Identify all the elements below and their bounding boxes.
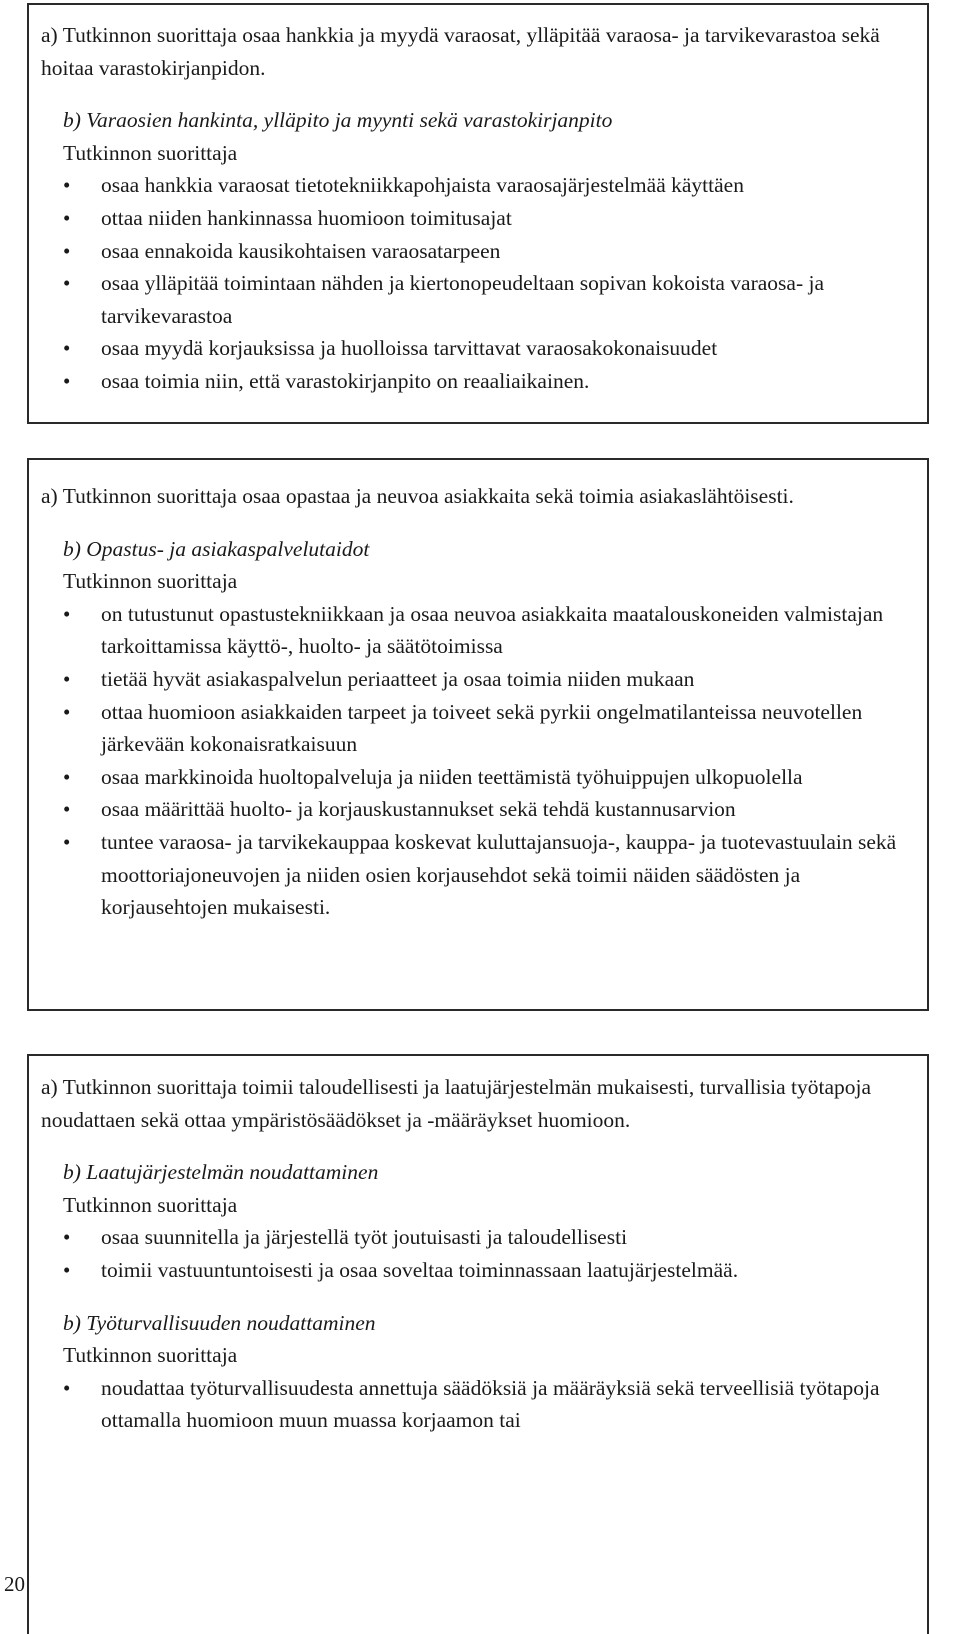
intro-paragraph: a) Tutkinnon suorittaja toimii taloudellisesti ja laatujärjestelmän mukaisesti, turvallisia työtapoja noudattaen sekä ottaa ympäristösäädökset ja -määräykset huomioon. bbox=[41, 1075, 871, 1132]
subsection-safety bbox=[41, 1307, 913, 1437]
list-item: • osaa toimia niin, että varastokirjanpito on reaaliaikainen. bbox=[63, 365, 913, 398]
subsection-heading: b) Työturvallisuuden noudattaminen bbox=[63, 1310, 376, 1335]
bullet-list bbox=[63, 169, 913, 397]
section-content bbox=[41, 1071, 913, 1437]
bullet-list bbox=[63, 1372, 913, 1437]
page-number: 20 bbox=[4, 1572, 25, 1596]
bullet-list bbox=[63, 1221, 913, 1286]
subsection bbox=[41, 104, 913, 397]
section-content bbox=[41, 480, 913, 924]
subsection-lead: Tutkinnon suorittaja bbox=[63, 140, 238, 165]
subsection bbox=[41, 533, 913, 924]
list-item: • noudattaa työturvallisuudesta annettuja säädöksiä ja määräyksiä sekä terveellisiä työtapoja ottamalla huomioon muun muassa korjaamon tai bbox=[63, 1372, 913, 1437]
list-item: • osaa ennakoida kausikohtaisen varaosatarpeen bbox=[63, 235, 913, 268]
subsection-heading: b) Laatujärjestelmän noudattaminen bbox=[63, 1160, 379, 1185]
intro-paragraph: a) Tutkinnon suorittaja osaa opastaa ja neuvoa asiakkaita sekä toimia asiakaslähtöisesti. bbox=[41, 484, 794, 508]
list-item: • osaa ylläpitää toimintaan nähden ja kiertonopeudeltaan sopivan kokoista varaosa- ja tarvikevarastoa bbox=[63, 267, 913, 332]
list-item: • osaa määrittää huolto- ja korjauskustannukset sekä tehdä kustannusarvion bbox=[63, 793, 913, 826]
section-box-quality-safety bbox=[27, 1054, 929, 1634]
intro-paragraph: a) Tutkinnon suorittaja osaa hankkia ja myydä varaosat, ylläpitää varaosa- ja tarvikevarastoa sekä hoitaa varastokirjanpidon. bbox=[41, 23, 880, 80]
list-item: • osaa suunnitella ja järjestellä työt joutuisasti ja taloudellisesti bbox=[63, 1221, 913, 1254]
list-item: • tuntee varaosa- ja tarvikekauppaa koskevat kuluttajansuoja-, kauppa- ja tuotevastuulain sekä moottoriajoneuvojen ja niiden osien korjausehdot sekä toimii näiden säädösten ja korjausehtojen mukaisesti. bbox=[63, 826, 913, 924]
section-box-spare-parts bbox=[27, 3, 929, 424]
subsection-heading: b) Opastus- ja asiakaspalvelutaidot bbox=[63, 536, 370, 561]
list-item: • ottaa huomioon asiakkaiden tarpeet ja toiveet sekä pyrkii ongelmatilanteissa neuvotellen järkevään kokonaisratkaisuun bbox=[63, 696, 913, 761]
subsection-lead: Tutkinnon suorittaja bbox=[63, 1192, 238, 1217]
section-content bbox=[41, 19, 913, 398]
subsection-lead: Tutkinnon suorittaja bbox=[63, 569, 238, 594]
list-item: • osaa hankkia varaosat tietotekniikkapohjaista varaosajärjestelmää käyttäen bbox=[63, 169, 913, 202]
list-item: • ottaa niiden hankinnassa huomioon toimitusajat bbox=[63, 202, 913, 235]
subsection-lead: Tutkinnon suorittaja bbox=[63, 1343, 238, 1368]
section-box-customer-service bbox=[27, 458, 929, 1011]
subsection-heading: b) Varaosien hankinta, ylläpito ja myynti sekä varastokirjanpito bbox=[63, 108, 613, 133]
subsection-quality bbox=[41, 1156, 913, 1286]
list-item: • osaa myydä korjauksissa ja huolloissa tarvittavat varaosakokonaisuudet bbox=[63, 332, 913, 365]
list-item: • on tutustunut opastustekniikkaan ja osaa neuvoa asiakkaita maatalouskoneiden valmistajan tarkoittamissa käyttö-, huolto- ja säätötoimissa bbox=[63, 598, 913, 663]
bullet-list bbox=[63, 598, 913, 924]
list-item: • osaa markkinoida huoltopalveluja ja niiden teettämistä työhuippujen ulkopuolella bbox=[63, 761, 913, 794]
list-item: • toimii vastuuntuntoisesti ja osaa soveltaa toiminnassaan laatujärjestelmää. bbox=[63, 1254, 913, 1287]
list-item: • tietää hyvät asiakaspalvelun periaatteet ja osaa toimia niiden mukaan bbox=[63, 663, 913, 696]
